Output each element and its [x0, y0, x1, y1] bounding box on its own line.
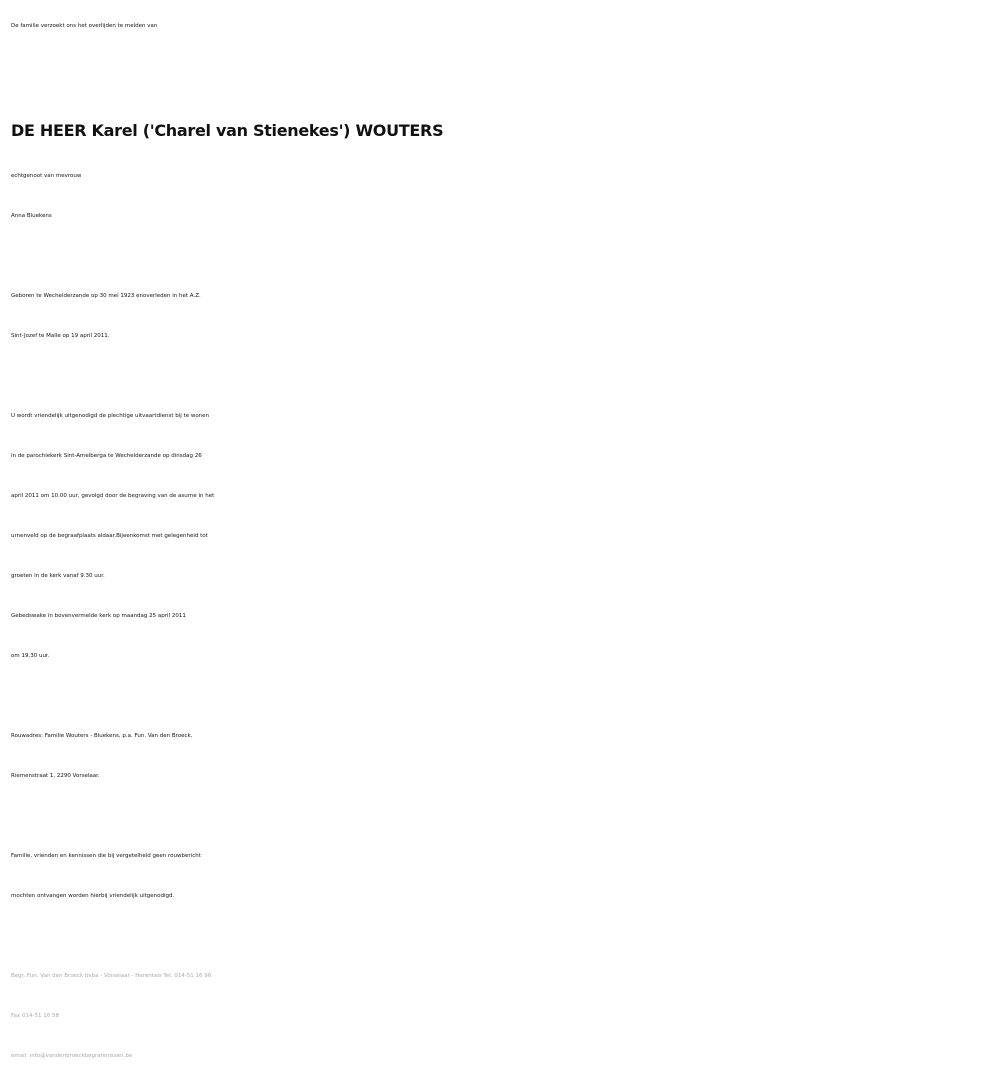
deceased-name: DE HEER Karel ('Charel van Stienekes') WOUTERS	[11, 121, 444, 140]
service-line: urnenveld op de begraafplaats aldaar.Bijeenkomst met gelegenheid tot	[11, 533, 208, 539]
service-line: april 2011 om 10.00 uur, gevolgd door de begraving van de asurne in het	[11, 493, 215, 499]
invitation-section	[11, 836, 991, 916]
funeral-home-phone: Begr. Fun. Van den Broeck bvba - Vorselaar - Herentals Tel. 014-51 16 96	[11, 973, 212, 979]
birth-death-line: Geboren te Wechelderzande op 30 mei 1923 enoverleden in het A.Z.	[11, 293, 201, 299]
address-line: Riemenstraat 1, 2290 Vorselaar.	[11, 773, 100, 779]
funeral-home-email: email: info@vandenbroeckbegrafenissen.be	[11, 1053, 133, 1059]
spouse-section	[11, 156, 991, 236]
vigil-line: om 19.30 uur.	[11, 653, 50, 659]
vigil-line: Gebedswake in bovenvermelde kerk op maandag 25 april 2011	[11, 613, 186, 619]
invitation-line: Familie, vrienden en kennissen die bij vergetelheid geen rouwbericht	[11, 853, 201, 859]
spouse-name: Anna Bluekens	[11, 213, 52, 219]
funeral-home-footer	[11, 956, 991, 1076]
birth-death-section	[11, 276, 991, 356]
address-line: Rouwadres: Familie Wouters - Bluekens, p.a. Fun. Van den Broeck,	[11, 733, 193, 739]
service-section	[11, 396, 991, 676]
invitation-line: mochten ontvangen worden hierbij vriendelijk uitgenodigd.	[11, 893, 175, 899]
service-line: U wordt vriendelijk uitgenodigd de plechtige uitvaartdienst bij te wonen	[11, 413, 210, 419]
birth-death-line: Sint-Jozef te Malle op 19 april 2011.	[11, 333, 110, 339]
address-section	[11, 716, 991, 796]
death-notice	[11, 0, 991, 1076]
service-line: groeten in de kerk vanaf 9.30 uur.	[11, 573, 105, 579]
spouse-line: echtgenoot van mevrouw	[11, 173, 82, 179]
service-line: in de parochiekerk Sint-Amelberga te Wechelderzande op dinsdag 26	[11, 453, 202, 459]
intro-text: De familie verzoekt ons het overlijden te melden van	[11, 23, 158, 29]
funeral-home-fax: Fax 014-51 16 58	[11, 1013, 60, 1019]
